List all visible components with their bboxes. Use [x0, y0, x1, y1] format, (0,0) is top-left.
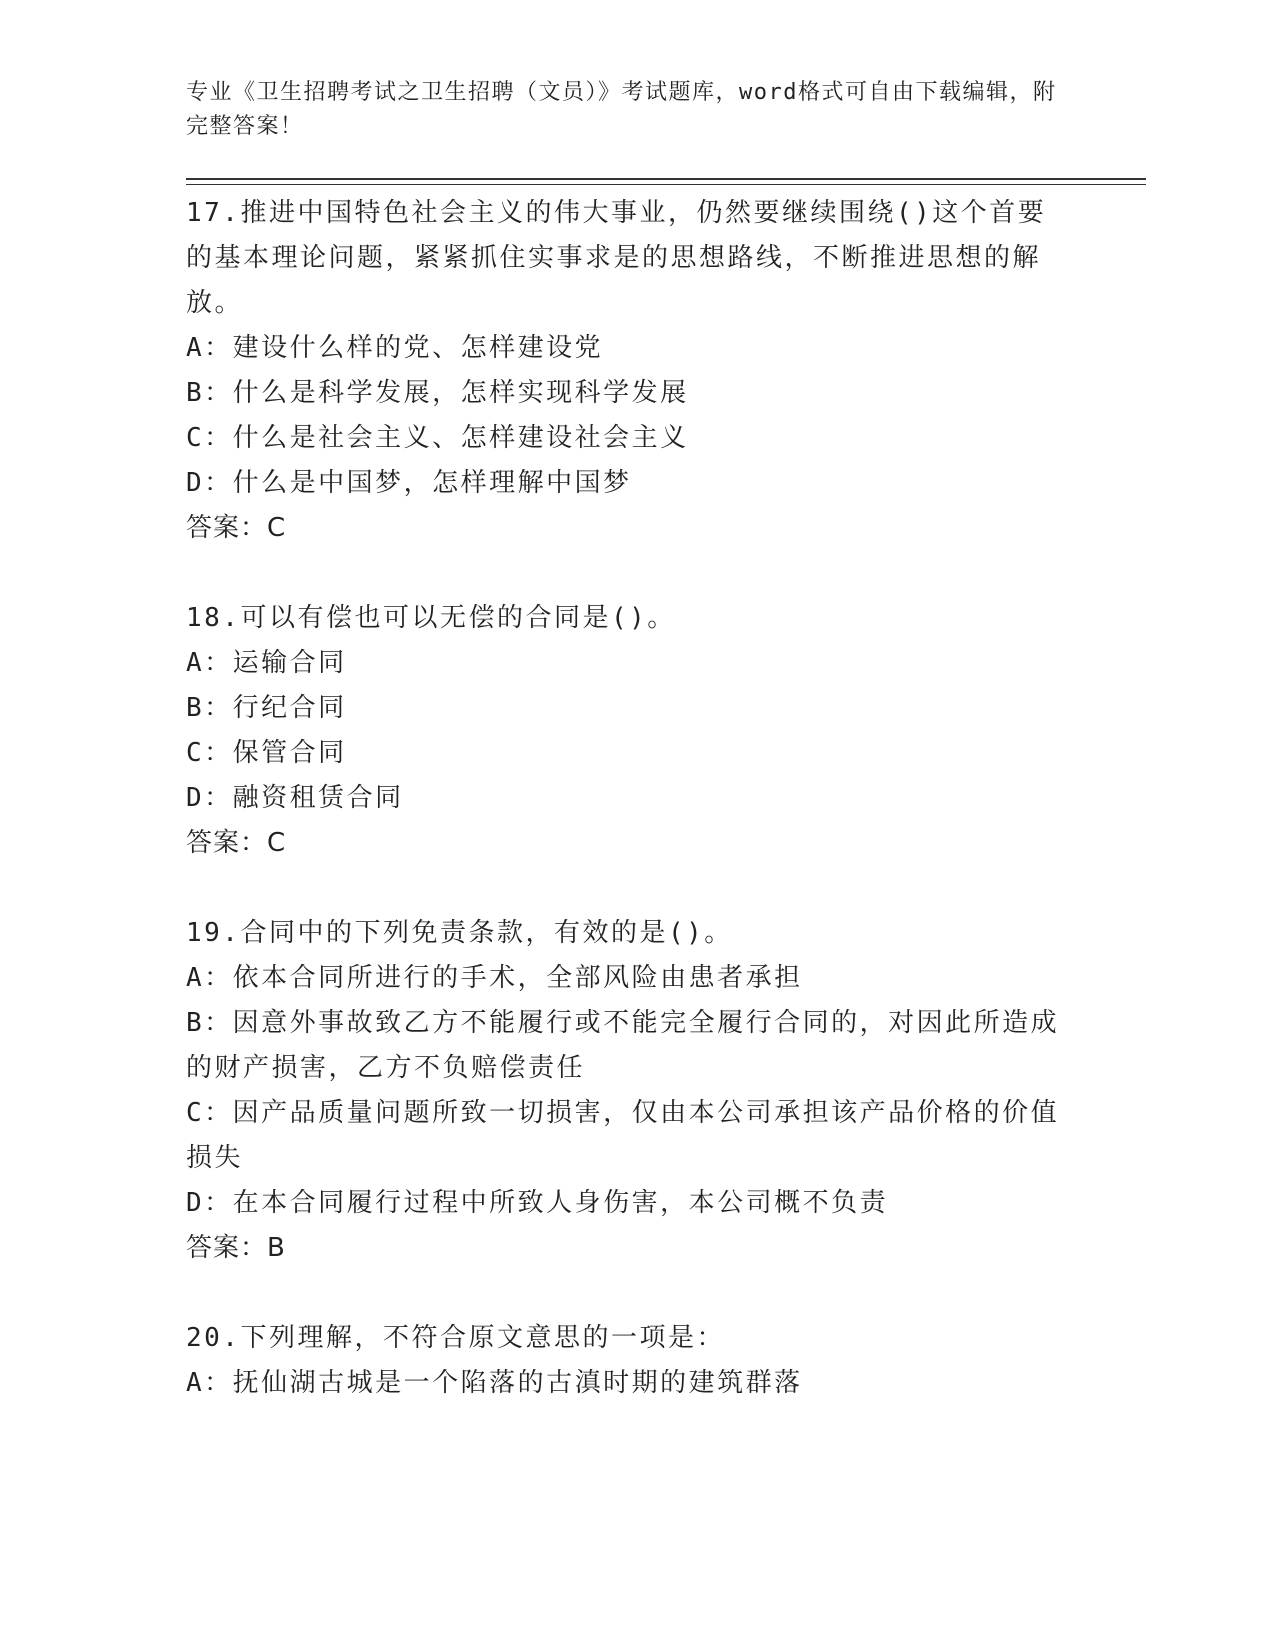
- question-18: [186, 596, 1066, 866]
- answer: 答案：B: [186, 1233, 286, 1263]
- option-c: C：保管合同: [186, 738, 347, 768]
- option-b: B：因意外事故致乙方不能履行或不能完全履行合同的，对因此所造成的财产损害，乙方不负赔偿责任: [186, 1008, 1060, 1083]
- question-stem: 20.下列理解，不符合原文意思的一项是：: [186, 1323, 725, 1353]
- option-d: D：什么是中国梦，怎样理解中国梦: [186, 468, 632, 498]
- document-header: 专业《卫生招聘考试之卫生招聘（文员）》考试题库，word格式可自由下载编辑，附完整答案！: [186, 80, 1057, 139]
- option-a: A：建设什么样的党、怎样建设党: [186, 333, 604, 363]
- option-b: B：行纪合同: [186, 693, 347, 723]
- option-b: B：什么是科学发展，怎样实现科学发展: [186, 378, 689, 408]
- question-stem: 17.推进中国特色社会主义的伟大事业，仍然要继续围绕()这个首要的基本理论问题，紧紧抓住实事求是的思想路线，不断推进思想的解放。: [186, 198, 1047, 318]
- question-19: [186, 911, 1066, 1271]
- document-page: [186, 0, 1146, 1406]
- option-c: C：什么是社会主义、怎样建设社会主义: [186, 423, 689, 453]
- question-stem: 18.可以有偿也可以无偿的合同是()。: [186, 603, 676, 633]
- option-a: A：依本合同所进行的手术，全部风险由患者承担: [186, 963, 803, 993]
- header-divider: [186, 178, 1146, 185]
- option-c: C：因产品质量问题所致一切损害，仅由本公司承担该产品价格的价值损失: [186, 1098, 1060, 1173]
- option-a: A：运输合同: [186, 648, 347, 678]
- option-a: A：抚仙湖古城是一个陷落的古滇时期的建筑群落: [186, 1368, 803, 1398]
- question-20: [186, 1316, 1066, 1406]
- option-d: D：融资租赁合同: [186, 783, 404, 813]
- question-stem: 19.合同中的下列免责条款，有效的是()。: [186, 918, 733, 948]
- answer: 答案：C: [186, 513, 287, 543]
- question-17: [186, 191, 1066, 551]
- answer: 答案：C: [186, 828, 287, 858]
- question-list: [186, 191, 1066, 1406]
- option-d: D：在本合同履行过程中所致人身伤害，本公司概不负责: [186, 1188, 889, 1218]
